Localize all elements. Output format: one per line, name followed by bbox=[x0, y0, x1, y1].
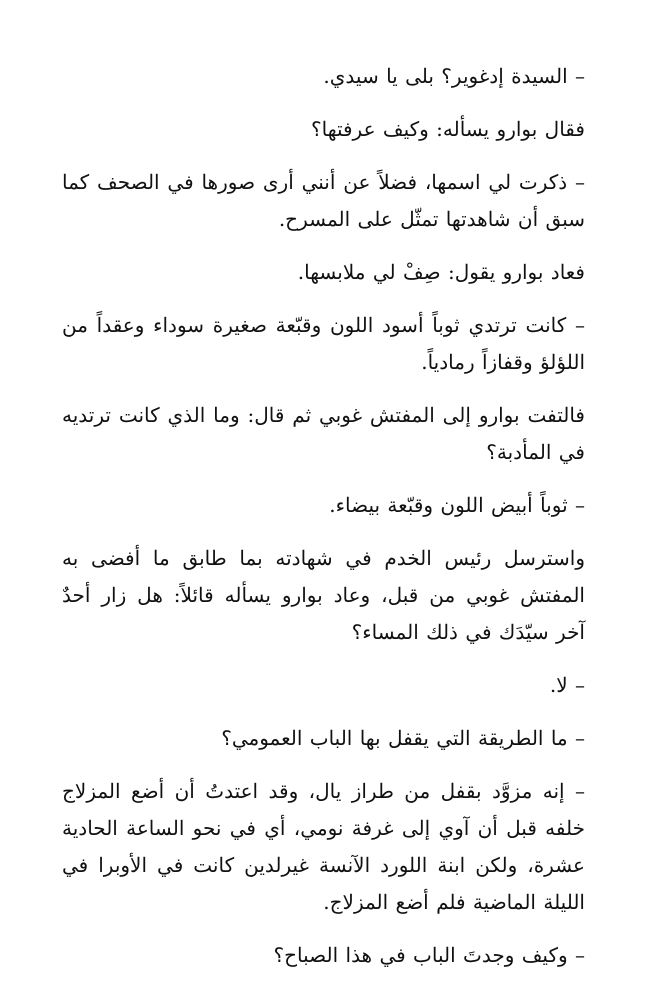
paragraph: – ذكرت لي اسمها، فضلاً عن أنني أرى صورها في الصحف كما سبق أن شاهدتها تمثّل على المسرح. bbox=[62, 170, 585, 231]
paragraph: فعاد بوارو يقول: صِفْ لي ملابسها. bbox=[297, 260, 585, 284]
paragraph: فقال بوارو يسأله: وكيف عرفتها؟ bbox=[311, 117, 585, 141]
paragraph: فالتفت بوارو إلى المفتش غوبي ثم قال: وما الذي كانت ترتديه في المأدبة؟ bbox=[62, 403, 585, 464]
paragraph: – ثوباً أبيض اللون وقبّعة بيضاء. bbox=[329, 493, 585, 517]
paragraph: – كانت ترتدي ثوباً أسود اللون وقبّعة صغيرة سوداء وعقداً من اللؤلؤ وقفازاً رمادياً. bbox=[62, 313, 585, 374]
paragraph: – السيدة إدغوير؟ بلى يا سيدي. bbox=[323, 64, 585, 88]
paragraph: – وكيف وجدتَ الباب في هذا الصباح؟ bbox=[273, 943, 585, 967]
paragraph: واسترسل رئيس الخدم في شهادته بما طابق ما أفضى به المفتش غوبي من قبل، وعاد بوارو يسأله قائلاً: هل زار أحدٌ آخر سيّدَك في ذلك المساء؟ bbox=[62, 546, 585, 644]
paragraph: – ما الطريقة التي يقفل بها الباب العمومي؟ bbox=[221, 726, 585, 750]
paragraph: – إنه مزوَّد بقفل من طراز يال، وقد اعتدتُ أن أضع المزلاج خلفه قبل أن آوي إلى غرفة نومي، أي في نحو الساعة الحادية عشرة، ولكن ابنة اللورد الآنسة غيرلدين كانت في الأوبرا في الليلة الماضية فلم أضع المزلاج. bbox=[62, 779, 585, 914]
paragraph: – لا. bbox=[549, 673, 585, 697]
